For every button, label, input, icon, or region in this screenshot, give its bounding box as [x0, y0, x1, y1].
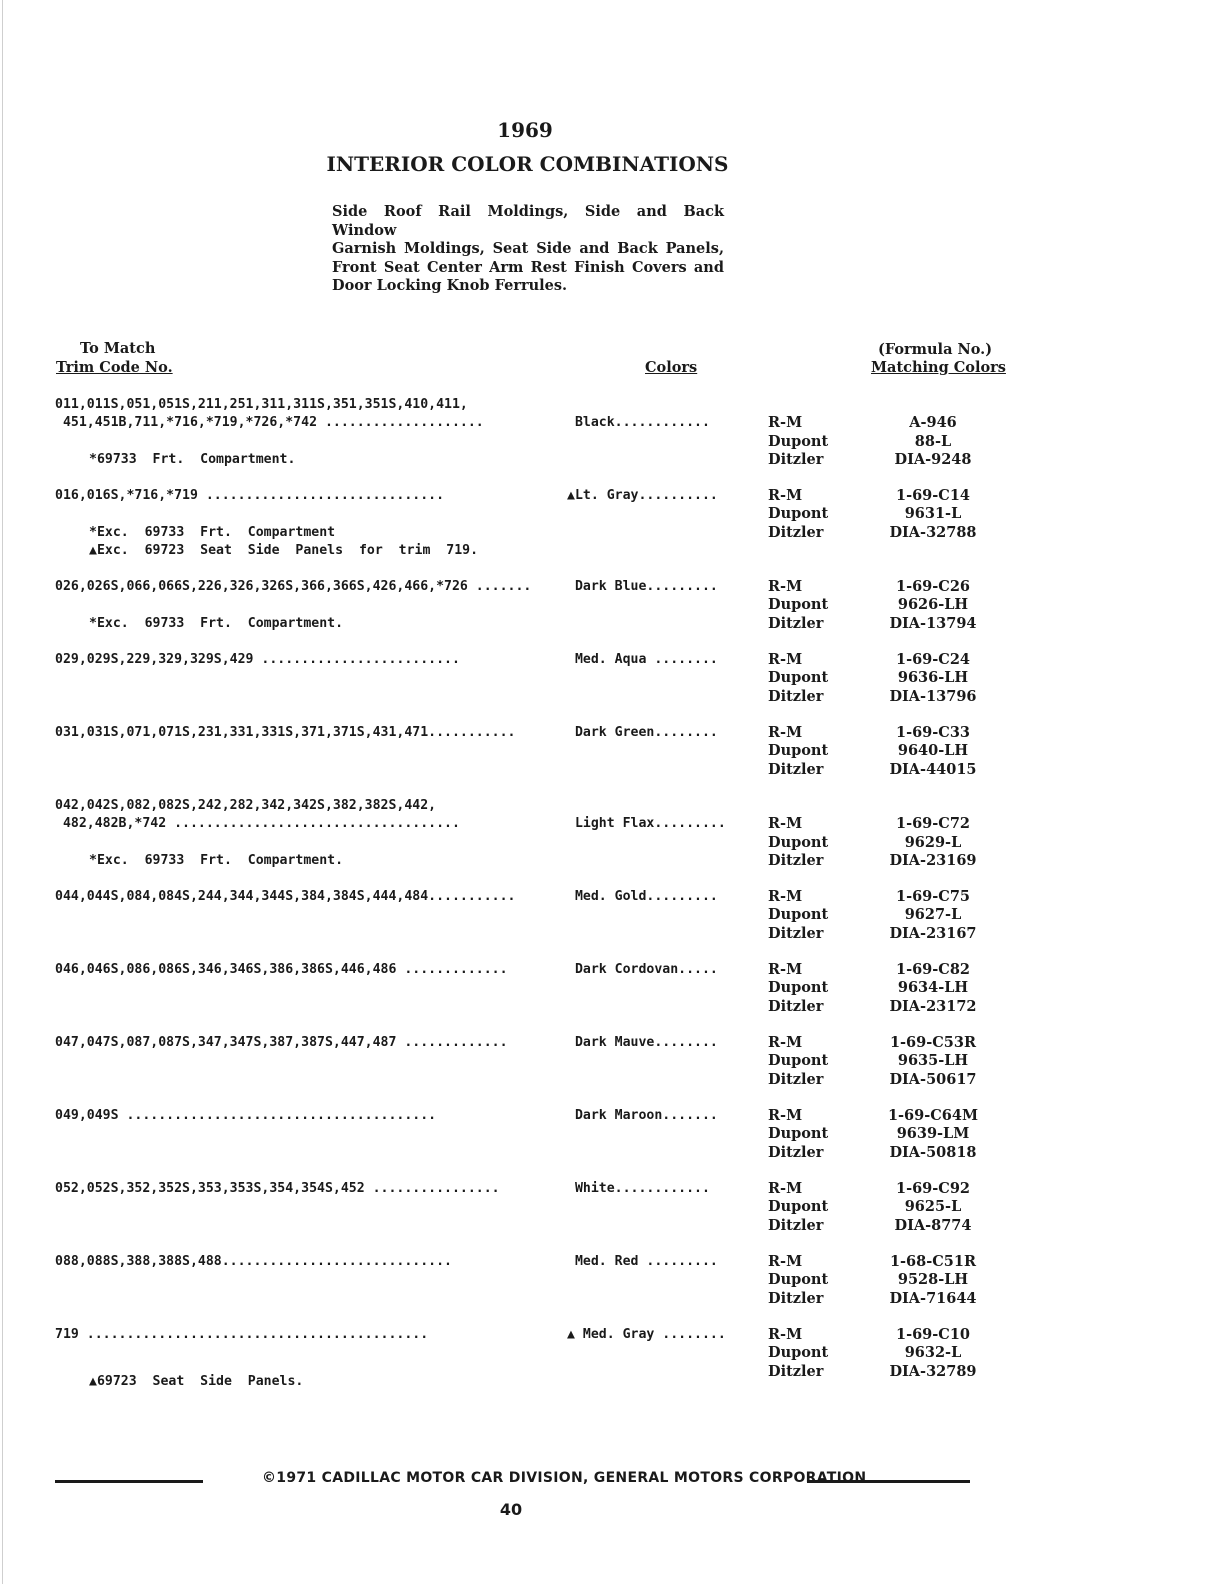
formula-number: DIA-32788: [889, 523, 977, 541]
trim-code-line: 031,031S,071,071S,231,331,331S,371,371S,431,471...........: [55, 725, 516, 740]
header-trim-line2: Trim Code No.: [56, 359, 173, 376]
paint-source: Ditzler: [768, 760, 824, 778]
formula-number: 9626-LH: [897, 596, 969, 614]
formula-number: 1-69-C14: [895, 487, 971, 504]
trim-code-line: 047,047S,087,087S,347,347S,387,387S,447,487 .............: [55, 1035, 508, 1050]
description-line: Garnish Moldings, Seat Side and Back Panels,: [332, 240, 724, 257]
footer: [55, 1470, 970, 1490]
color-name: White............: [567, 1181, 710, 1196]
paint-source: R-M: [768, 1107, 803, 1124]
formula-number: DIA-9248: [894, 450, 972, 468]
paint-source: Ditzler: [768, 851, 824, 869]
formula-number: DIA-32789: [889, 1362, 977, 1380]
color-name: Light Flax.........: [567, 816, 726, 832]
header-formula-line2: Matching Colors: [871, 359, 1006, 376]
paint-source: Ditzler: [768, 687, 824, 705]
formula-number: 9636-LH: [897, 669, 969, 687]
formula-number: 1-69-C26: [895, 578, 971, 595]
footer-copyright: ©1971 CADILLAC MOTOR CAR DIVISION, GENERAL MOTORS CORPORATION: [262, 1470, 867, 1486]
color-name: Black............: [567, 415, 710, 431]
page-number: 40: [499, 1500, 523, 1519]
footer-rule-left: [55, 1480, 203, 1483]
paint-source: Dupont: [768, 596, 829, 614]
trim-code-line: 029,029S,229,329,329S,429 .........................: [55, 652, 460, 667]
paint-source: Ditzler: [768, 450, 824, 468]
header-formula-line1: (Formula No.): [878, 341, 993, 358]
paint-source: Ditzler: [768, 523, 824, 541]
paint-source: Dupont: [768, 906, 829, 924]
paint-source: Ditzler: [768, 1143, 824, 1161]
formula-number: 1-69-C82: [895, 961, 971, 978]
formula-number: 1-69-C10: [895, 1326, 971, 1343]
formula-number: 1-69-C53R: [889, 1034, 977, 1051]
formula-number: 1-69-C24: [895, 651, 971, 668]
paint-source: Dupont: [768, 1198, 829, 1216]
paint-source: Dupont: [768, 1344, 829, 1362]
formula-number: DIA-13796: [889, 687, 977, 705]
description-line: Side Roof Rail Moldings, Side and Back Window: [332, 203, 724, 239]
color-name: Dark Cordovan.....: [567, 962, 718, 977]
description: [332, 203, 724, 296]
paint-source: Ditzler: [768, 1070, 824, 1088]
trim-code-line: 052,052S,352,352S,353,353S,354,354S,452 ................: [55, 1181, 500, 1196]
formula-number: 9639-LM: [896, 1125, 970, 1143]
color-name: Dark Maroon.......: [567, 1108, 718, 1123]
formula-number: 9629-L: [904, 833, 962, 851]
row-note: *69733 Frt. Compartment.: [89, 451, 296, 467]
paint-source: Ditzler: [768, 924, 824, 942]
row-note: *Exc. 69733 Frt. Compartment.: [89, 852, 344, 868]
paint-source: Ditzler: [768, 614, 824, 632]
formula-number: 9640-LH: [897, 742, 969, 760]
formula-number: DIA-50818: [889, 1143, 977, 1161]
trim-code-line: 451,451B,711,*716,*719,*726,*742 ....................: [55, 415, 484, 431]
formula-number: 1-69-C72: [895, 815, 971, 833]
row-note: ▲Exc. 69723 Seat Side Panels for trim 719.: [89, 542, 479, 558]
paint-source: R-M: [768, 651, 803, 668]
paint-source: R-M: [768, 724, 803, 741]
formula-number: DIA-44015: [889, 760, 977, 778]
color-name: Med. Aqua ........: [567, 652, 718, 667]
paint-source: Ditzler: [768, 997, 824, 1015]
paint-source: R-M: [768, 1180, 803, 1197]
formula-number: 88-L: [914, 432, 952, 450]
paint-source: Dupont: [768, 1271, 829, 1289]
trim-code-line: 011,011S,051,051S,211,251,311,311S,351,351S,410,411,: [55, 397, 468, 412]
paint-source: R-M: [768, 815, 803, 833]
formula-number: DIA-71644: [889, 1289, 977, 1307]
scan-edge-line: [2, 0, 3, 1584]
trim-code-line: 046,046S,086,086S,346,346S,386,386S,446,486 .............: [55, 962, 508, 977]
formula-number: 9625-L: [904, 1198, 962, 1216]
formula-number: DIA-23172: [889, 997, 977, 1015]
paint-source: R-M: [768, 414, 803, 432]
paint-source: R-M: [768, 1034, 803, 1051]
trim-code-line: 016,016S,*716,*719 ..............................: [55, 488, 445, 503]
formula-number: 1-69-C75: [895, 888, 971, 905]
trim-code-line: 088,088S,388,388S,488.............................: [55, 1254, 452, 1269]
paint-source: Dupont: [768, 432, 829, 450]
color-name: Med. Gold.........: [567, 889, 718, 904]
row-note: ▲69723 Seat Side Panels.: [89, 1373, 304, 1389]
paint-source: Dupont: [768, 1052, 829, 1070]
formula-number: 1-69-C64M: [887, 1107, 979, 1124]
row-note: *Exc. 69733 Frt. Compartment.: [89, 615, 344, 631]
trim-code-line: 044,044S,084,084S,244,344,344S,384,384S,444,484...........: [55, 889, 516, 904]
paint-source: R-M: [768, 961, 803, 978]
paint-source: Dupont: [768, 1125, 829, 1143]
page-year: 1969: [497, 118, 553, 142]
trim-code-line: 719 ...........................................: [55, 1327, 429, 1342]
trim-code-line: 049,049S .......................................: [55, 1108, 437, 1123]
paint-source: Dupont: [768, 979, 829, 997]
paint-source: Dupont: [768, 742, 829, 760]
description-line: Door Locking Knob Ferrules.: [332, 277, 568, 294]
formula-number: 9627-L: [904, 906, 962, 924]
paint-source: R-M: [768, 578, 803, 595]
paint-source: R-M: [768, 1326, 803, 1343]
color-name: Med. Red .........: [567, 1254, 718, 1269]
paint-source: Ditzler: [768, 1216, 824, 1234]
color-name: Dark Blue.........: [567, 579, 718, 594]
header-colors: Colors: [645, 359, 698, 376]
color-name: Dark Mauve........: [567, 1035, 718, 1050]
color-name: ▲Lt. Gray..........: [567, 488, 718, 503]
formula-number: DIA-23167: [889, 924, 977, 942]
description-line: Front Seat Center Arm Rest Finish Covers and: [332, 258, 724, 276]
paint-source: R-M: [768, 487, 803, 504]
formula-number: DIA-50617: [889, 1070, 977, 1088]
formula-number: 9634-LH: [897, 979, 969, 997]
formula-number: 1-68-C51R: [889, 1253, 977, 1270]
formula-number: 9631-L: [904, 505, 962, 523]
color-name: ▲ Med. Gray ........: [567, 1327, 726, 1342]
formula-number: DIA-13794: [889, 614, 977, 632]
paint-source: R-M: [768, 888, 803, 905]
paint-source: Dupont: [768, 669, 829, 687]
formula-number: 1-69-C33: [895, 724, 971, 741]
trim-code-line: 482,482B,*742 ....................................: [55, 816, 460, 832]
paint-source: Ditzler: [768, 1289, 824, 1307]
paint-source: Dupont: [768, 505, 829, 523]
formula-number: DIA-8774: [894, 1216, 972, 1234]
formula-number: 1-69-C92: [895, 1180, 971, 1197]
row-note: *Exc. 69733 Frt. Compartment: [89, 524, 336, 540]
trim-code-line: 042,042S,082,082S,242,282,342,342S,382,382S,442,: [55, 798, 437, 813]
formula-number: 9632-L: [904, 1344, 962, 1362]
paint-source: Ditzler: [768, 1362, 824, 1380]
paint-source: Dupont: [768, 833, 829, 851]
formula-number: DIA-23169: [889, 851, 977, 869]
formula-number: A-946: [909, 414, 957, 432]
color-name: Dark Green........: [567, 725, 718, 740]
page-title: INTERIOR COLOR COMBINATIONS: [326, 152, 729, 176]
formula-number: 9635-LH: [897, 1052, 969, 1070]
header-trim-line1: To Match: [80, 340, 156, 357]
trim-code-line: 026,026S,066,066S,226,326,326S,366,366S,426,466,*726 .......: [55, 579, 532, 594]
formula-number: 9528-LH: [897, 1271, 969, 1289]
paint-source: R-M: [768, 1253, 803, 1270]
